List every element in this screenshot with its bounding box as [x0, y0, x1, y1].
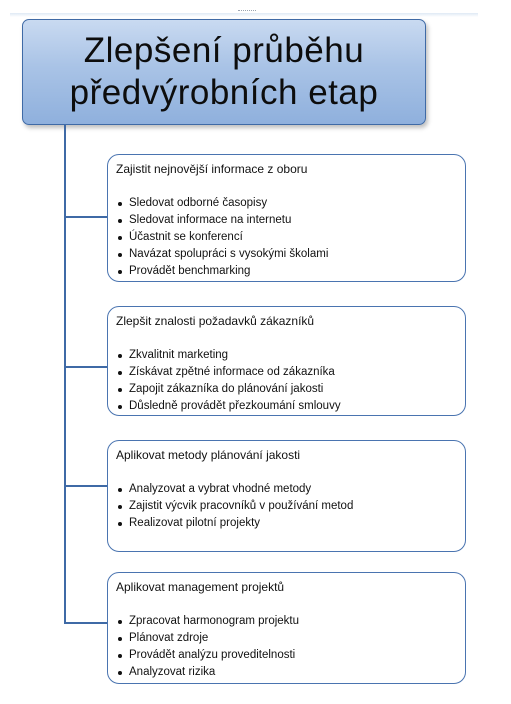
branch-card-2 [107, 306, 466, 416]
bullet-dot-icon [118, 236, 122, 240]
branch-heading: Aplikovat metody plánování jakosti [116, 448, 301, 462]
list-item [116, 498, 457, 515]
resize-grip-icon [238, 10, 256, 14]
bullet-dot-icon [118, 654, 122, 658]
list-item [116, 347, 457, 364]
list-item-text: Získávat zpětné informace od zákazníka [129, 366, 335, 378]
bullet-dot-icon [118, 505, 122, 509]
list-item [116, 195, 457, 212]
branch-card-1 [107, 154, 466, 282]
bullet-list [116, 195, 457, 280]
bullet-dot-icon [118, 253, 122, 257]
list-item [116, 515, 457, 532]
list-item-text: Realizovat pilotní projekty [129, 517, 261, 529]
bullet-list [116, 347, 457, 415]
bullet-dot-icon [118, 354, 122, 358]
list-item [116, 212, 457, 229]
list-item [116, 613, 457, 630]
root-title-line-1: Zlepšení průběhu [83, 31, 365, 70]
list-item-text: Provádět analýzu proveditelnosti [129, 649, 296, 661]
branch-connector-1 [64, 216, 107, 218]
list-item [116, 398, 457, 415]
bullet-list [116, 481, 457, 532]
list-item-text: Účastnit se konferencí [129, 231, 243, 243]
list-item [116, 664, 457, 681]
root-title-line-2: předvýrobních etap [69, 73, 379, 112]
list-item-text: Sledovat odborné časopisy [129, 197, 268, 209]
list-item [116, 647, 457, 664]
list-item [116, 246, 457, 263]
list-item-text: Zajistit výcvik pracovníků v používání metod [129, 500, 354, 512]
list-item-text: Zapojit zákazníka do plánování jakosti [129, 383, 324, 395]
list-item [116, 229, 457, 246]
list-item [116, 364, 457, 381]
list-item-text: Zpracovat harmonogram projektu [129, 615, 300, 627]
list-item [116, 263, 457, 280]
list-item-text: Zkvalitnit marketing [129, 349, 229, 361]
branch-card-4 [107, 572, 466, 684]
list-item-text: Analyzovat rizika [129, 666, 216, 678]
bullet-dot-icon [118, 405, 122, 409]
list-item [116, 381, 457, 398]
branch-heading: Zajistit nejnovější informace z oboru [116, 162, 308, 176]
bullet-dot-icon [118, 270, 122, 274]
branch-card-3 [107, 440, 466, 552]
branch-heading: Aplikovat management projektů [116, 580, 285, 594]
branch-connector-2 [64, 366, 107, 368]
bullet-dot-icon [118, 620, 122, 624]
bullet-dot-icon [118, 671, 122, 675]
list-item [116, 630, 457, 647]
list-item-text: Sledovat informace na internetu [129, 214, 292, 226]
bullet-dot-icon [118, 637, 122, 641]
branch-heading: Zlepšit znalosti požadavků zákazníků [116, 314, 315, 328]
bullet-dot-icon [118, 522, 122, 526]
list-item-text: Plánovat zdroje [129, 632, 209, 644]
list-item-text: Provádět benchmarking [129, 265, 251, 277]
list-item-text: Důsledně provádět přezkoumání smlouvy [129, 400, 341, 412]
list-item-text: Navázat spolupráci s vysokými školami [129, 248, 329, 260]
branch-connector-3 [64, 485, 107, 487]
bullet-dot-icon [118, 219, 122, 223]
root-node [22, 19, 426, 125]
bullet-dot-icon [118, 388, 122, 392]
bullet-dot-icon [118, 202, 122, 206]
bullet-dot-icon [118, 371, 122, 375]
bullet-list [116, 613, 457, 681]
list-item [116, 481, 457, 498]
bullet-dot-icon [118, 488, 122, 492]
tree-spine-connector [64, 125, 66, 623]
branch-connector-4 [64, 622, 107, 624]
list-item-text: Analyzovat a vybrat vhodné metody [129, 483, 312, 495]
